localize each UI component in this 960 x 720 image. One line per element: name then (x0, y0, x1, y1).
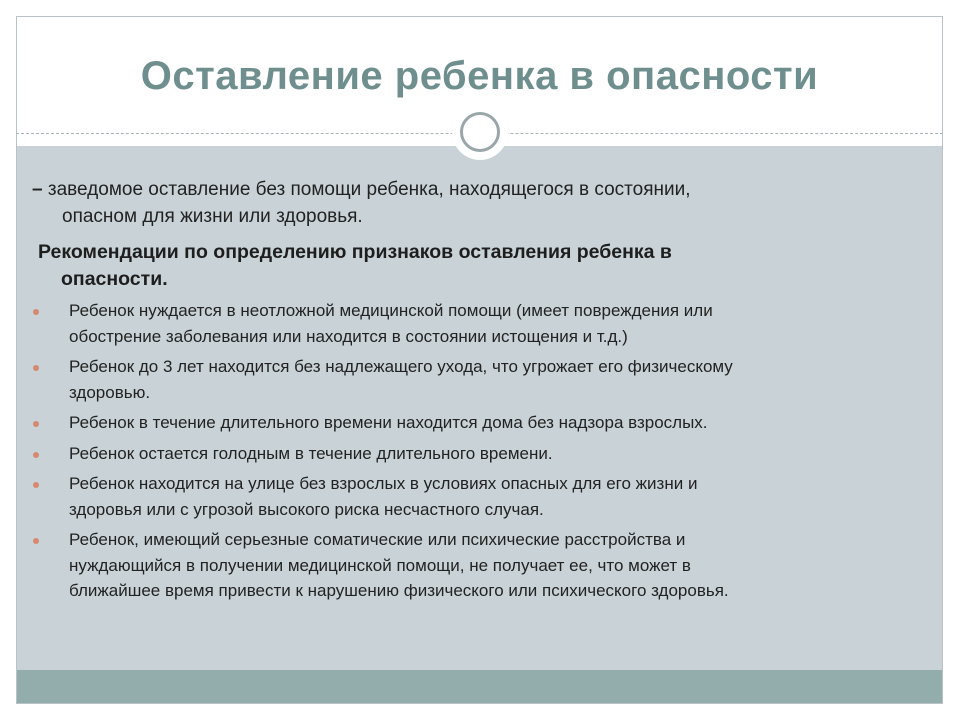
heading-line-1: Рекомендации по определению признаков оставления ребенка в (38, 241, 672, 263)
bullet-line: Ребенок до 3 лет находится без надлежащего ухода, что угрожает его физическому (69, 357, 733, 376)
bullet-line: нуждающийся в получении медицинской помощи, не получает ее, что может в (69, 555, 691, 575)
bullet-dot-icon (33, 365, 39, 371)
bullet-line: ближайшее время привести к нарушению физического или психического здоровья. (69, 581, 729, 600)
bullet-line: Ребенок в течение длительного времени находится дома без надзора взрослых. (69, 413, 708, 432)
list-item (30, 298, 920, 349)
footer-bar (17, 670, 942, 703)
bullet-list (30, 298, 920, 609)
bullet-line: здоровья или с угрозой высокого риска несчастного случая. (69, 499, 544, 519)
bullet-dot-icon (33, 452, 39, 458)
recommendations-heading (38, 239, 898, 293)
list-item (30, 471, 920, 522)
bullet-line: Ребенок остается голодным в течение длительного времени. (69, 443, 553, 463)
bullet-line: Ребенок, имеющий серьезные соматические или психические расстройства и (69, 530, 686, 549)
bullet-line: обострение заболевания или находится в состоянии истощения и т.д.) (69, 326, 628, 346)
bullet-dot-icon (33, 309, 39, 315)
list-item (30, 527, 920, 604)
definition-text (32, 176, 912, 230)
definition-dash: – (32, 179, 43, 200)
ring-icon (460, 112, 500, 152)
list-item (30, 410, 920, 436)
list-item (30, 441, 920, 467)
bullet-line: здоровью. (69, 382, 151, 402)
bullet-dot-icon (33, 421, 39, 427)
slide-title: Оставление ребенка в опасности (140, 53, 819, 98)
circle-ornament-icon (452, 104, 508, 160)
definition-line-1: заведомое оставление без помощи ребенка, находящегося в состоянии, (42, 179, 691, 200)
bullet-dot-icon (33, 538, 39, 544)
list-item (30, 354, 920, 405)
heading-line-2: опасности. (61, 268, 168, 290)
bullet-line: Ребенок нуждается в неотложной медицинской помощи (имеет повреждения или (69, 301, 713, 320)
bullet-line: Ребенок находится на улице без взрослых в условиях опасных для его жизни и (69, 474, 698, 493)
definition-line-2: опасном для жизни или здоровья. (62, 206, 363, 227)
bullet-dot-icon (33, 482, 39, 488)
